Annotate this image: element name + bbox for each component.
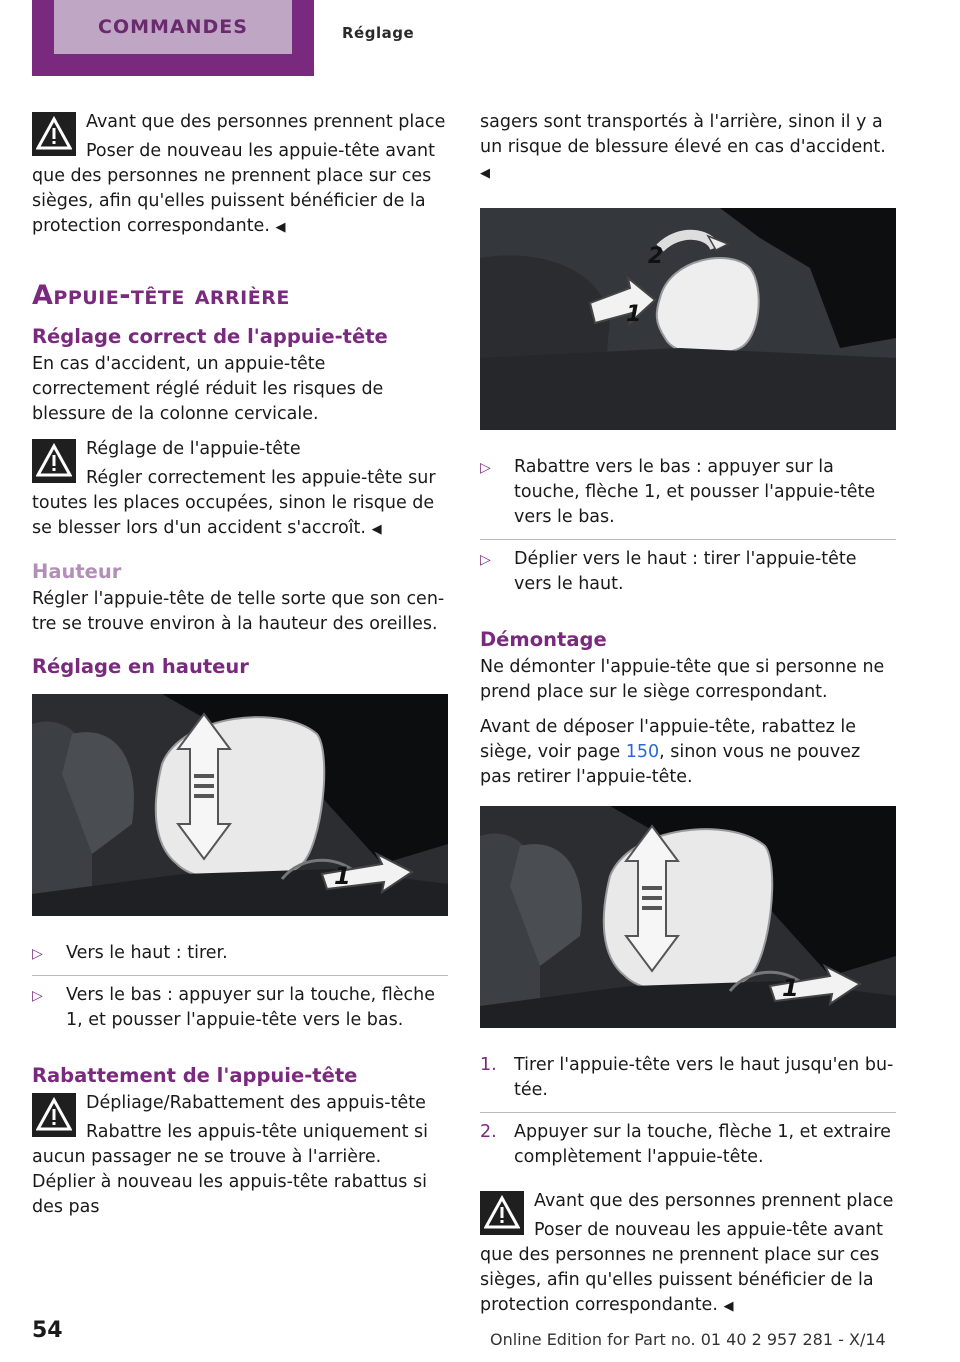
photo-callout-label: 1 <box>782 974 799 1002</box>
right-column: sagers sont transportés à l'arrière, sinon il y a un risque de blessure élevé en cas d'accident. ◀ 2 1 ▷ Rabattre vers le bas : appuyer sur la touche, flèche 1, et pousser l'appuie-tête vers le bas. ▷ Déplier vers le haut : tirer l'appuie-tête vers le haut. Démontage Ne démonter l'appuie-tête que si personne ne prend place sur le siège correspondant. Avant de déposer l'appuie-tête, rabattez le siège, voir page 150, sinon vous ne pouvez pas retirer l'appuie-tête. 1 1. Tirer l'appuie-tête vers le haut jusqu'en butée. 2. Appuyer sur la touche, flèche 1, et extraire complètement l'appuie-tête. Avant que des personnes prennent place Poser de nouveau les appuie-tête avant que des personnes ne prennent place sur ces sièges, afin qu'elles puissent bénéficier de la protection correspondante. ◀ <box>480 110 896 1331</box>
page-number: 54 <box>32 1318 63 1343</box>
list-item: 1. Tirer l'appuie-tête vers le haut jusqu'en butée. <box>480 1046 896 1113</box>
end-mark-icon: ◀ <box>480 166 490 181</box>
tab-reglage[interactable]: Réglage <box>342 24 415 42</box>
warning-title: Dépliage/Rabattement des appuis-tête <box>86 1093 426 1113</box>
warning-title: Avant que des personnes prennent place <box>86 112 446 132</box>
tab-commandes-label: COMMANDES <box>54 0 292 54</box>
fold-photo <box>480 208 896 430</box>
warning-body: Rabattre les appuis-tête uniquement si aucun passager ne se trouve à l'arrière. Déplier à nouveau les appuis-tête rabattus si des pas <box>32 1122 428 1217</box>
end-mark-icon: ◀ <box>275 220 286 235</box>
warning-icon <box>32 439 76 483</box>
warning-icon <box>480 1191 524 1235</box>
list-item: ▷ Vers le haut : tirer. <box>32 934 448 976</box>
subsection-title: Hauteur <box>32 560 122 583</box>
warning-box <box>32 437 448 542</box>
section-body: Ne démonter l'appuie-tête que si personne ne prend place sur le siège correspondant. <box>480 657 885 702</box>
list-item: 2. Appuyer sur la touche, flèche 1, et extraire complètement l'appuie-tête. <box>480 1122 891 1167</box>
warning-icon <box>32 112 76 156</box>
chapter-title: Appuie-tête arrière <box>32 280 290 311</box>
bullet-triangle-icon: ▷ <box>480 552 491 568</box>
removal-steps <box>480 1046 896 1179</box>
list-item: ▷ Vers le bas : appuyer sur la touche, flèche 1, et pousser l'appuie-tête vers le bas. <box>32 985 435 1030</box>
section-title: Démontage <box>480 628 607 651</box>
subsection-body: Régler l'appuie-tête de telle sorte que son centre se trouve environ à la hauteur des oreilles. <box>32 589 445 634</box>
headrest-photo <box>32 694 448 916</box>
section-title: Réglage correct de l'appuie-tête <box>32 325 388 348</box>
left-column <box>32 110 448 1232</box>
list-item: ▷ Déplier vers le haut : tirer l'appuie-tête vers le haut. <box>480 549 857 594</box>
removal-photo <box>480 806 896 1028</box>
warning-body: Poser de nouveau les appuie-tête avant que des personnes ne prennent place sur ces sièges, afin qu'elles puissent bénéficier de la protection correspondante. <box>480 1220 883 1315</box>
section-body: Avant de déposer l'appuie-tête, rabattez le siège, voir page <box>480 717 856 762</box>
section-title: Rabattement de l'appuie-tête <box>32 1064 358 1087</box>
end-mark-icon: ◀ <box>371 522 382 537</box>
warning-box <box>480 1189 896 1319</box>
warning-title: Avant que des personnes prennent place <box>534 1191 894 1211</box>
bullet-triangle-icon: ▷ <box>480 460 491 476</box>
page-link[interactable]: 150 <box>625 742 660 762</box>
list-item: ▷ Rabattre vers le bas : appuyer sur la touche, flèche 1, et pousser l'appuie-tête vers le bas. <box>480 448 896 540</box>
tab-commandes[interactable] <box>32 0 314 76</box>
warning-body: Poser de nouveau les appuie-tête avant que des personnes ne prennent place sur ces sièges, afin qu'elles puissent bénéficier de la protection correspondante. <box>32 141 435 236</box>
warning-body-continued: sagers sont transportés à l'arrière, sinon il y a un risque de blessure élevé en cas d'accident. <box>480 112 886 157</box>
warning-box <box>32 110 448 240</box>
fold-list <box>480 448 896 606</box>
adjust-list <box>32 934 448 1042</box>
photo-callout-label: 1 <box>626 302 642 327</box>
warning-title: Réglage de l'appuie-tête <box>86 439 301 459</box>
photo-callout-label: 2 <box>648 244 664 269</box>
section-body: En cas d'accident, un appuie-tête correctement réglé réduit les risques de blessure de la colonne cervicale. <box>32 354 384 424</box>
bullet-triangle-icon: ▷ <box>32 946 43 962</box>
edition-note: Online Edition for Part no. 01 40 2 957 281 - X/14 <box>490 1330 886 1349</box>
bullet-triangle-icon: ▷ <box>32 988 43 1004</box>
end-mark-icon: ◀ <box>723 1299 734 1314</box>
warning-icon <box>32 1093 76 1137</box>
header-tabbar <box>0 0 960 76</box>
warning-box <box>32 1091 448 1220</box>
photo-callout-label: 1 <box>334 862 351 890</box>
warning-body: Régler correctement les appuie-tête sur toutes les places occupées, sinon le risque de se blesser lors d'un accident s'accroît. <box>32 468 436 538</box>
section-title: Réglage en hauteur <box>32 655 249 678</box>
